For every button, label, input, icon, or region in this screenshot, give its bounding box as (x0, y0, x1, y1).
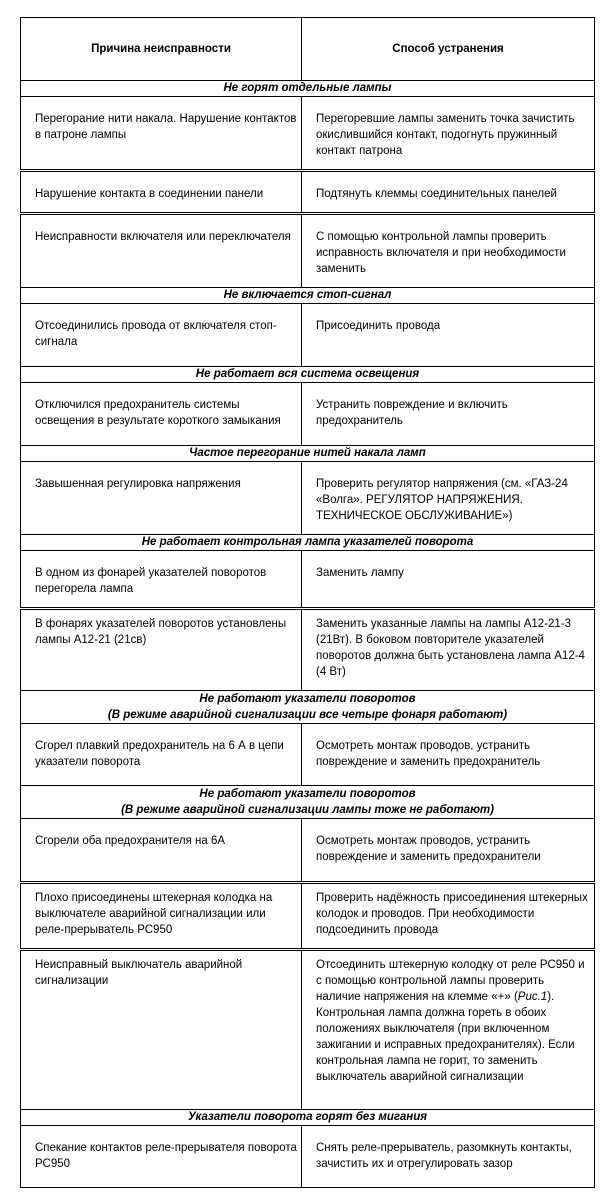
table-row (21, 171, 595, 214)
remedy-cell (302, 950, 595, 1110)
section-title-block (21, 786, 595, 819)
table-row (21, 950, 595, 1110)
section-title: Не горят отдельные лампы (21, 81, 595, 97)
cause-cell: Сгорел плавкий предохранитель на 6 А в цепи указатели поворота (21, 724, 302, 786)
remedy-text-part: ). Контрольная лампа должна гореть в обоих положениях выключателя (при включенном зажигании и исправных предохранителях). Если контрольная лампа не горит, то заменить выключатель аварийной сигнализации (316, 991, 575, 1083)
table-row (21, 462, 595, 535)
section-title: Не работает вся система освещения (21, 367, 595, 383)
table-row (21, 97, 595, 171)
cause-cell: Отключился предохранитель системы освещения в результате короткого замыкания (21, 383, 302, 446)
section-heading-row (21, 1110, 595, 1126)
section-heading-row (21, 535, 595, 551)
remedy-cell: Перегоревшие лампы заменить точка зачистить окислившийся контакт, подогнуть пружинный контакт патрона (302, 97, 595, 171)
table-row (21, 609, 595, 691)
remedy-cell: Устранить повреждение и включить предохранитель (302, 383, 595, 446)
section-title-block (21, 691, 595, 724)
table-row (21, 724, 595, 786)
table-row (21, 1126, 595, 1188)
table-row (21, 551, 595, 609)
section-title: Не работает контрольная лампа указателей поворота (21, 535, 595, 551)
cause-cell: Перегорание нити накала. Нарушение контактов в патроне лампы (21, 97, 302, 171)
remedy-cell: Заменить лампу (302, 551, 595, 609)
section-subtitle: (В режиме аварийной сигнализации все четыре фонаря работают) (107, 709, 508, 721)
cause-cell: В одном из фонарей указателей поворотов перегорела лампа (21, 551, 302, 609)
remedy-cell: Заменить указанные лампы на лампы А12-21-3 (21Вт). В боковом повторителе указателей поворотов должна быть установлена лампа А12-4 (4 Вт) (302, 609, 595, 691)
remedy-cell: Осмотреть монтаж проводов, устранить повреждение и заменить предохранители (302, 819, 595, 883)
section-heading-row (21, 446, 595, 462)
remedy-cell: Осмотреть монтаж проводов, устранить повреждение и заменить предохранитель (302, 724, 595, 786)
section-subtitle: (В режиме аварийной сигнализации лампы тоже не работают) (121, 804, 494, 816)
table-row (21, 214, 595, 288)
section-title: Не включается стоп-сигнал (21, 288, 595, 304)
remedy-cell: С помощью контрольной лампы проверить исправность включателя и при необходимости заменить (302, 214, 595, 288)
cause-cell: Спекание контактов реле-прерывателя поворота РС950 (21, 1126, 302, 1188)
cause-cell: В фонарях указателей поворотов установлены лампы А12-21 (21св) (21, 609, 302, 691)
remedy-cell: Проверить регулятор напряжения (см. «ГАЗ-24 «Волга». РЕГУЛЯТОР НАПРЯЖЕНИЯ. ТЕХНИЧЕСКОЕ ОБСЛУЖИВАНИЕ») (302, 462, 595, 535)
section-title: Частое перегорание нитей накала ламп (21, 446, 595, 462)
figure-reference: Рис.1 (517, 991, 548, 1003)
troubleshooting-table-wrapper (20, 17, 594, 1188)
header-cause: Причина неисправности (21, 18, 302, 81)
section-heading-row (21, 367, 595, 383)
remedy-cell: Подтянуть клеммы соединительных панелей (302, 171, 595, 214)
table-row (21, 883, 595, 950)
header-remedy: Способ устранения (302, 18, 595, 81)
table-header-row (21, 18, 595, 81)
cause-cell: Плохо присоединены штекерная колодка на выключателе аварийной сигнализации или реле-прерыватель РС950 (21, 883, 302, 950)
troubleshooting-table (20, 17, 595, 1188)
section-title: Не работают указатели поворотов (199, 693, 416, 705)
table-row (21, 383, 595, 446)
cause-cell: Сгорели оба предохранителя на 6А (21, 819, 302, 883)
remedy-text-part: Отсоединить штекерную колодку от реле РС950 и с помощью контрольной лампы проверить наличие напряжения на клемме «+» ( (316, 959, 585, 1003)
cause-cell: Нарушение контакта в соединении панели (21, 171, 302, 214)
remedy-cell: Проверить надёжность присоединения штекерных колодок и проводов. При необходимости подсоединить провода (302, 883, 595, 950)
section-heading-row (21, 786, 595, 819)
section-title: Не работают указатели поворотов (199, 788, 416, 800)
table-row (21, 304, 595, 367)
section-heading-row (21, 81, 595, 97)
section-heading-row (21, 691, 595, 724)
cause-cell: Неисправности включателя или переключателя (21, 214, 302, 288)
cause-cell: Неисправный выключатель аварийной сигнализации (21, 950, 302, 1110)
section-title: Указатели поворота горят без мигания (21, 1110, 595, 1126)
cause-cell: Завышенная регулировка напряжения (21, 462, 302, 535)
cause-cell: Отсоединились провода от включателя стоп-сигнала (21, 304, 302, 367)
remedy-cell: Снять реле-прерыватель, разомкнуть контакты, зачистить их и отрегулировать зазор (302, 1126, 595, 1188)
section-heading-row (21, 288, 595, 304)
table-row (21, 819, 595, 883)
remedy-cell: Присоединить провода (302, 304, 595, 367)
